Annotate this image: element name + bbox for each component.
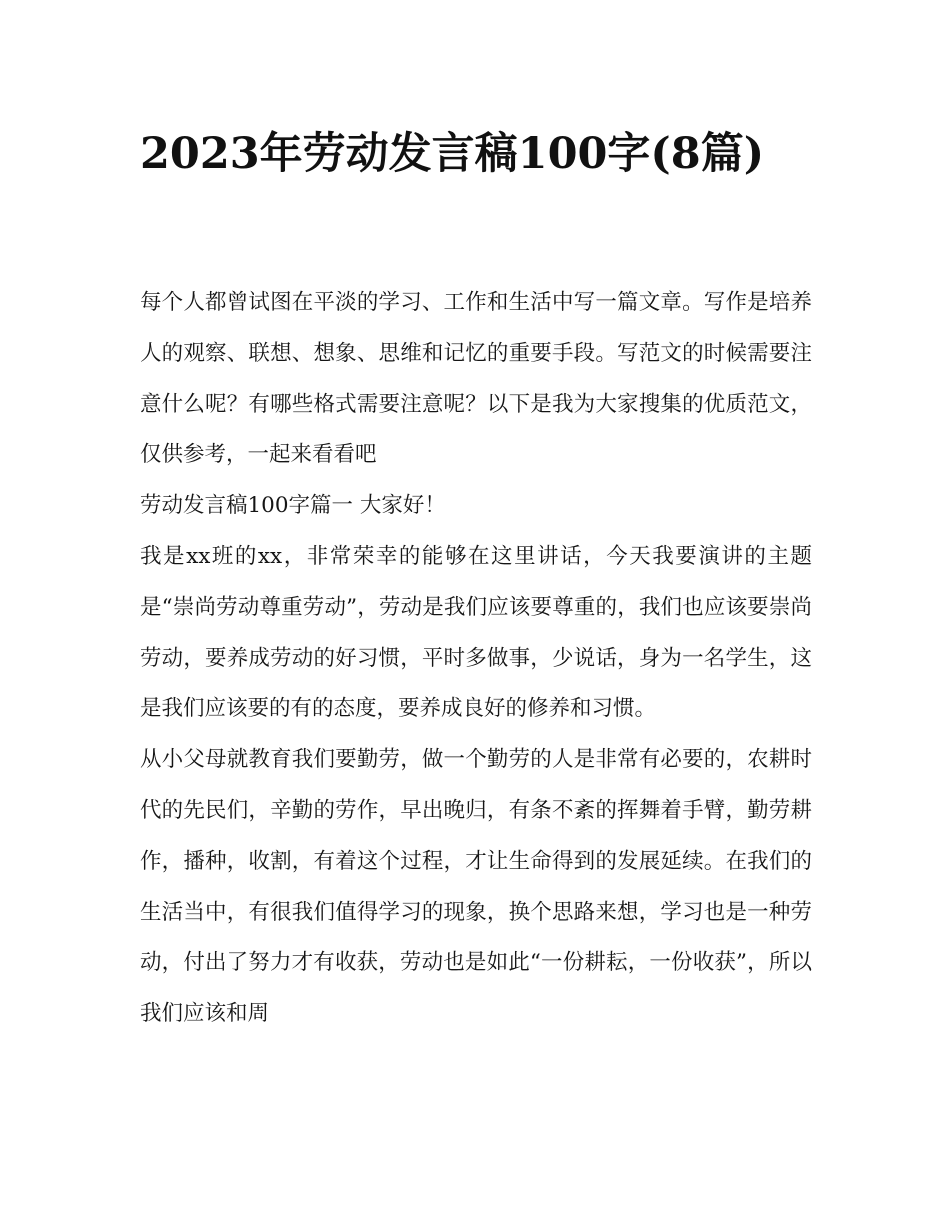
document-body	[140, 278, 812, 1040]
paragraph-speech-2: 从小父母就教育我们要勤劳，做一个勤劳的人是非常有必要的，农耕时代的先民们，辛勤的劳作，早出晚归，有条不紊的挥舞着手臂，勤劳耕作，播种，收割，有着这个过程，才让生命得到的发展延续。在我们的生活当中，有很我们值得学习的现象，换个思路来想，学习也是一种劳动，付出了努力才有收获，劳动也是如此“一份耕耘，一份收获”，所以我们应该和周	[140, 747, 812, 1027]
paragraph-section-heading: 劳动发言稿100字篇一 大家好！	[140, 493, 446, 519]
document-title: 2023年劳动发言稿100字(8篇)	[140, 129, 765, 179]
paragraph-speech-1: 我是xx班的xx，非常荣幸的能够在这里讲话，今天我要演讲的主题是“崇尚劳动尊重劳动”，劳动是我们应该要尊重的，我们也应该要崇尚劳动，要养成劳动的好习惯，平时多做事，少说话，身为一名学生，这是我们应该要的有的态度，要养成良好的修养和习惯。	[140, 543, 812, 722]
paragraph-intro: 每个人都曾试图在平淡的学习、工作和生活中写一篇文章。写作是培养人的观察、联想、想象、思维和记忆的重要手段。写范文的时候需要注意什么呢？有哪些格式需要注意呢？以下是我为大家搜集的优质范文，仅供参考，一起来看看吧	[140, 290, 812, 468]
